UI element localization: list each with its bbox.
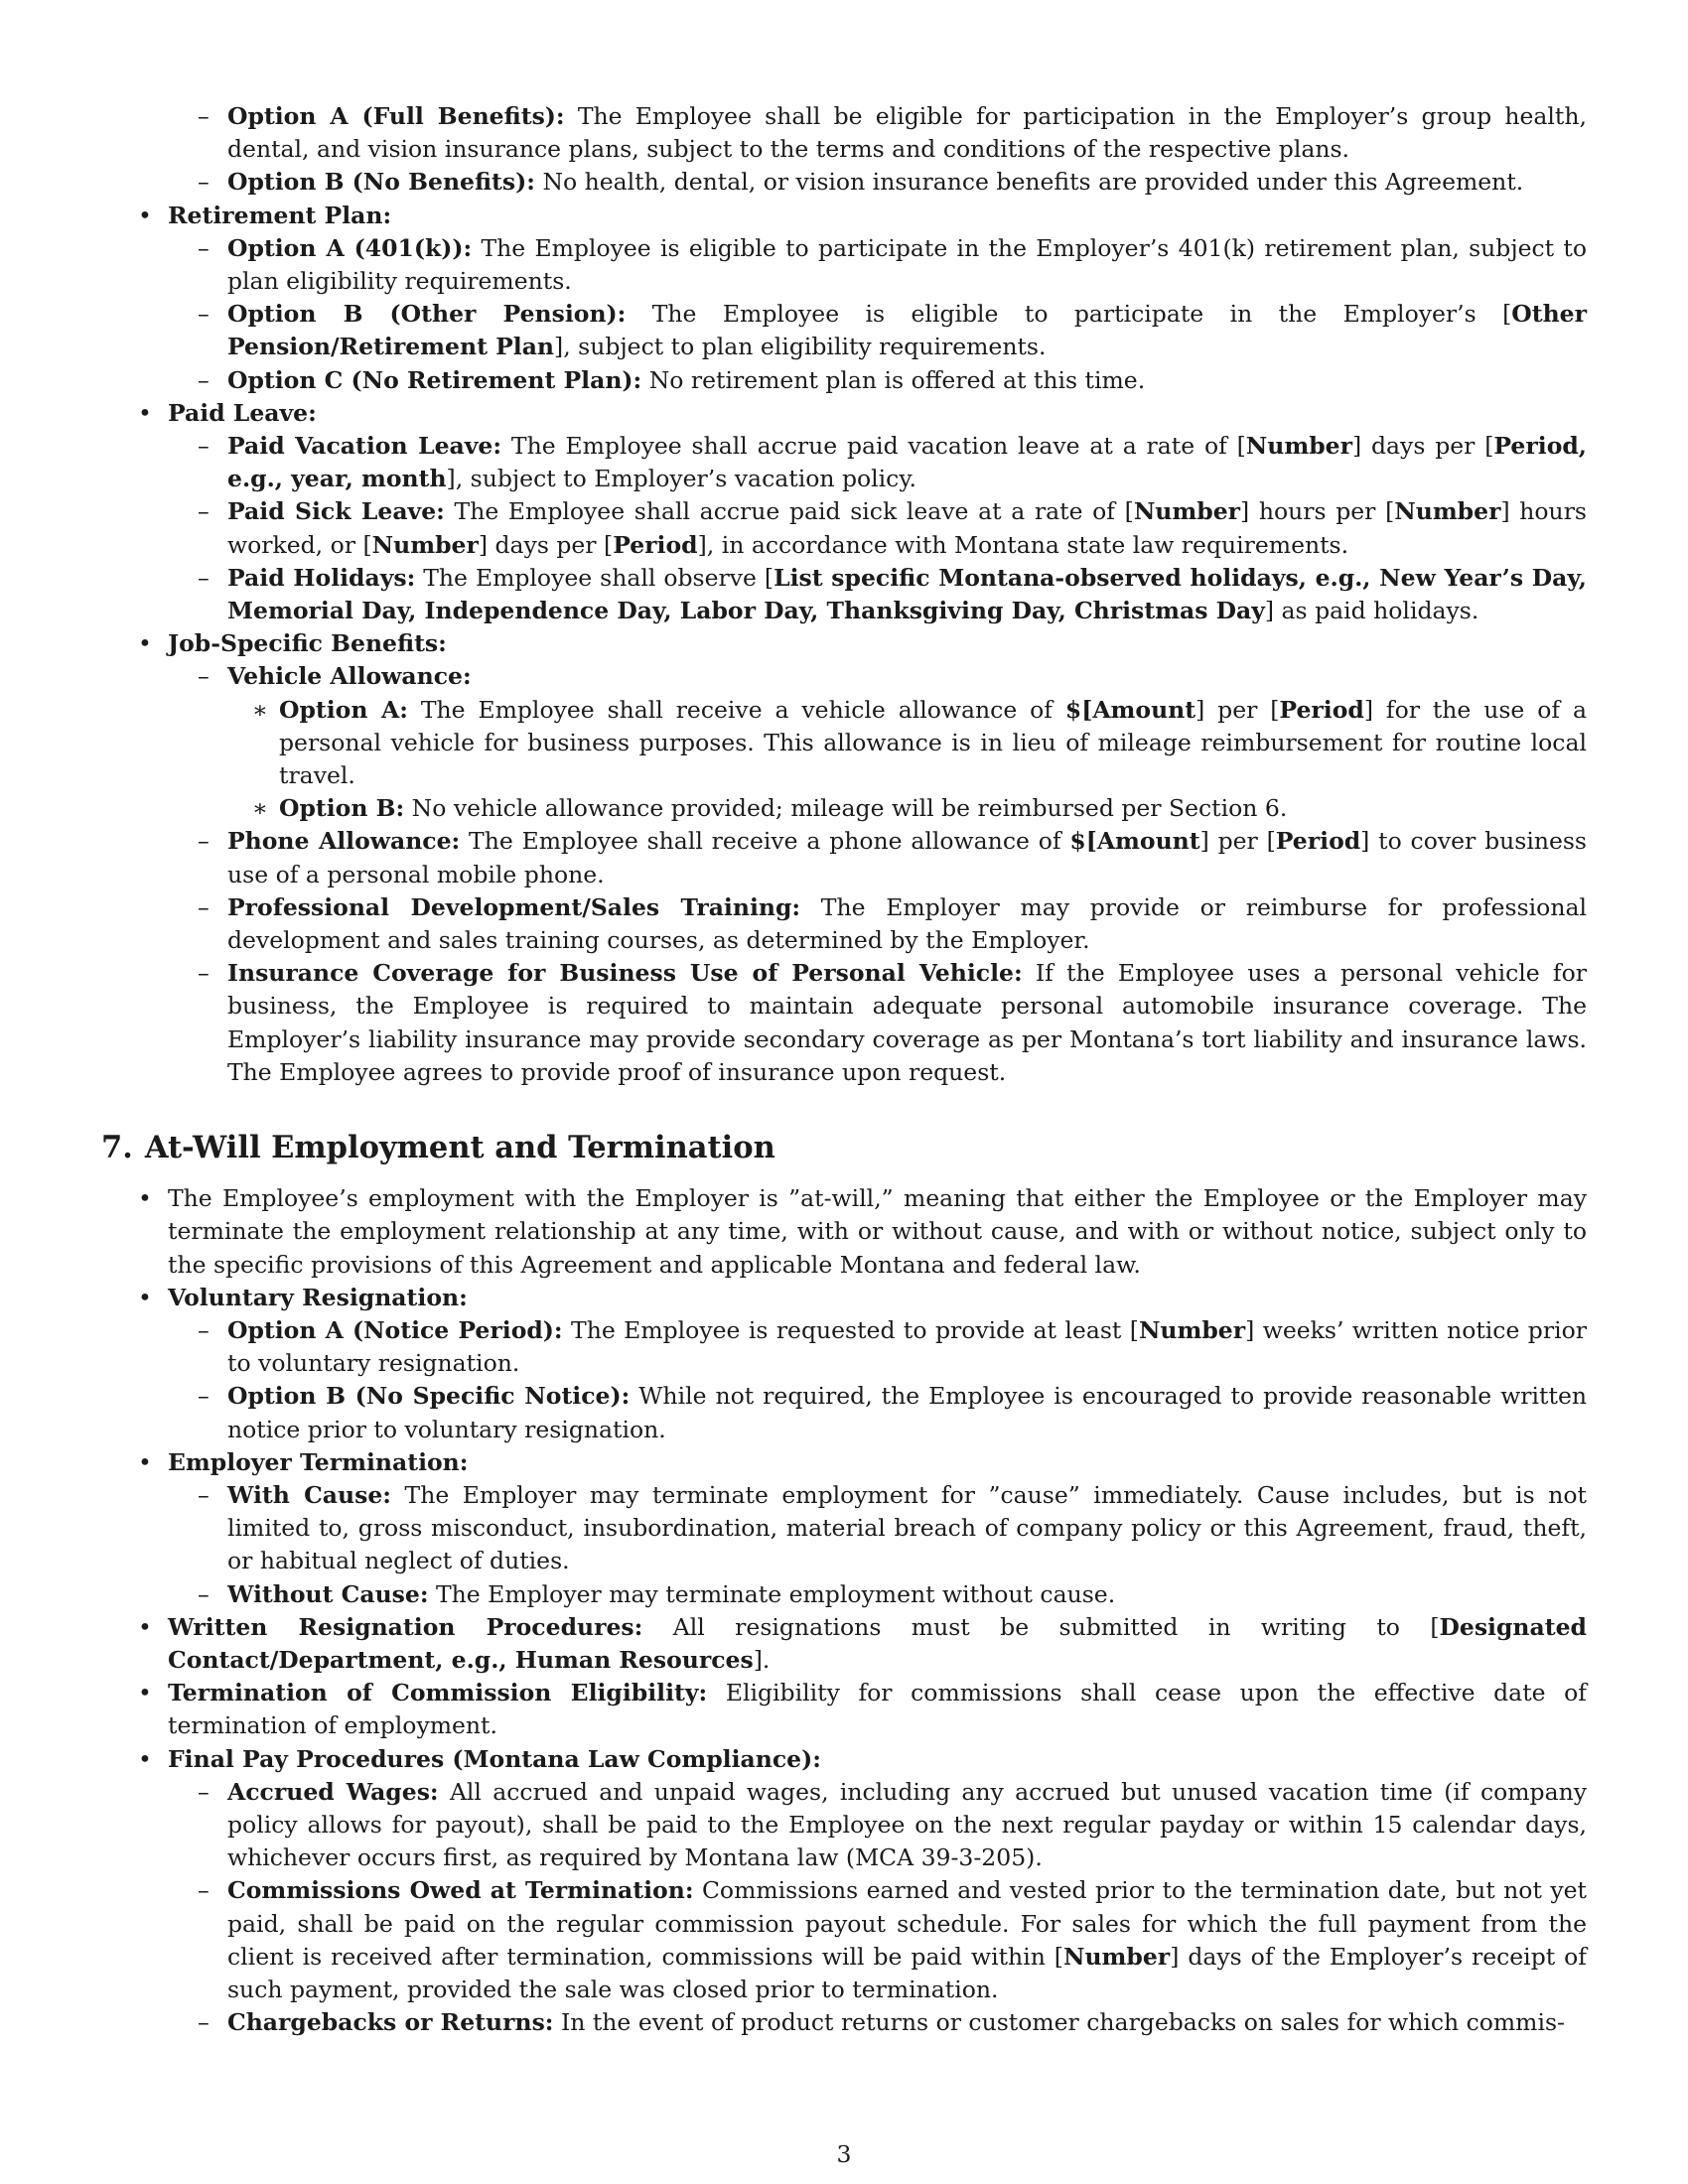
final-pay-options — [168, 1776, 1587, 2040]
list-item: • The Employee’s employment with the Employer is ”at-will,” meaning that either the Employee or the Employer may terminate the employment relationship at any time, with or without cause, and with or without notice, subject only to the specific provisions of this Agreement and applicable Montana and federal law. — [101, 1182, 1587, 1282]
list-item: – Paid Vacation Leave: The Employee shall accrue paid vacation leave at a rate of [Number] days per [Period, e.g., year, month], subject to Employer’s vacation policy. — [168, 430, 1587, 495]
list-item: – Commissions Owed at Termination: Commissions earned and vested prior to the termination date, but not yet paid, shall be paid on the regular commission payout schedule. For sales for which the full payment from the client is received after termination, commissions will be paid within [Number] days of the Employer’s receipt of such payment, provided the sale was closed prior to termination. — [168, 1874, 1587, 2006]
list-item: ∗ Option B: No vehicle allowance provided; mileage will be reimbursed per Section 6. — [227, 792, 1587, 825]
vehicle-allowance-item: – Vehicle Allowance: ∗ Option A: The Employee shall receive a vehicle allowance of $[Amount] per [Period] for the use of a personal vehicle for business purposes. This allowance is in lieu of mileage reimbursement for routine local travel. ∗ Option B: No vehicle allowance provided; mileage will be reimbursed per Section 6. — [168, 660, 1587, 825]
paid-leave-options — [168, 430, 1587, 627]
list-item: – Option B (No Specific Notice): While not required, the Employee is encouraged to provide reasonable written notice prior to voluntary resignation. — [168, 1380, 1587, 1445]
benefits-list — [101, 200, 1587, 1089]
list-item: – With Cause: The Employer may terminate employment for ”cause” immediately. Cause includes, but is not limited to, gross misconduct, insubordination, material breach of company policy or this Agreement, fraud, theft, or habitual neglect of duties. — [168, 1479, 1587, 1578]
list-item: – Option B (No Benefits): No health, dental, or vision insurance benefits are provided under this Agreement. — [101, 166, 1587, 199]
retirement-plan-item: • Retirement Plan: – Option A (401(k)): The Employee is eligible to participate in the Employer’s 401(k) retirement plan, subject to plan eligibility requirements. – Option B (Other Pension): The Employee is eligible to participate in the Employer’s [Other Pension/Retirement Plan], subject to plan eligibility requirements. – Option C (No Retirement Plan): No retirement plan is offered at this time. — [101, 200, 1587, 397]
employer-termination-item: • Employer Termination: – With Cause: The Employer may terminate employment for ”cause” immediately. Cause includes, but is not limited to, gross misconduct, insubordination, material breach of company policy or this Agreement, fraud, theft, or habitual neglect of duties. – Without Cause: The Employer may terminate employment without cause. — [101, 1446, 1587, 1611]
list-item: – Option B (Other Pension): The Employee is eligible to participate in the Employer’s [Other Pension/Retirement Plan], subject to plan eligibility requirements. — [168, 298, 1587, 363]
list-item: – Option C (No Retirement Plan): No retirement plan is offered at this time. — [168, 364, 1587, 397]
list-item: – Paid Holidays: The Employee shall observe [List specific Montana-observed holidays, e.g., New Year’s Day, Memorial Day, Independence Day, Labor Day, Thanksgiving Day, Christmas Day] as paid holidays. — [168, 562, 1587, 627]
list-item: – Professional Development/Sales Training: The Employer may provide or reimburse for professional development and sales training courses, as determined by the Employer. — [168, 891, 1587, 957]
list-item: • Written Resignation Procedures: All resignations must be submitted in writing to [Designated Contact/Department, e.g., Human Resources]. — [101, 1611, 1587, 1677]
list-item: – Option A (Full Benefits): The Employee shall be eligible for participation in the Employer’s group health, dental, and vision insurance plans, subject to the terms and conditions of the respective plans. — [101, 100, 1587, 166]
page-number: 3 — [836, 2140, 852, 2168]
list-item: ∗ Option A: The Employee shall receive a vehicle allowance of $[Amount] per [Period] for the use of a personal vehicle for business purposes. This allowance is in lieu of mileage reimbursement for routine local travel. — [227, 694, 1587, 793]
termination-list — [101, 1182, 1587, 2039]
job-benefit-options — [168, 660, 1587, 1089]
list-item: – Option A (401(k)): The Employee is eligible to participate in the Employer’s 401(k) retirement plan, subject to plan eligibility requirements. — [168, 232, 1587, 298]
section-heading: 7. At-Will Employment and Termination — [101, 1130, 775, 1166]
voluntary-options — [168, 1314, 1587, 1446]
list-item: – Chargebacks or Returns: In the event of product returns or customer chargebacks on sales for which commis- — [168, 2006, 1587, 2039]
employer-termination-options — [168, 1479, 1587, 1611]
list-item: – Insurance Coverage for Business Use of Personal Vehicle: If the Employee uses a personal vehicle for business, the Employee is required to maintain adequate personal automobile insurance coverage. The Employer’s liability insurance may provide secondary coverage as per Montana’s tort liability and insurance laws. The Employee agrees to provide proof of insurance upon request. — [168, 957, 1587, 1089]
paid-leave-item: • Paid Leave: – Paid Vacation Leave: The Employee shall accrue paid vacation leave at a rate of [Number] days per [Period, e.g., year, month], subject to Employer’s vacation policy. – Paid Sick Leave: The Employee shall accrue paid sick leave at a rate of [Number] hours per [Number] hours worked, or [Number] days per [Period], in accordance with Montana state law requirements. – Paid Holidays: The Employee shall observe [List specific Montana-observed holidays, e.g., New Year’s Day, Memorial Day, Independence Day, Labor Day, Thanksgiving Day, Christmas Day] as paid holidays. — [101, 397, 1587, 627]
job-specific-benefits-item: • Job-Specific Benefits: – Vehicle Allowance: ∗ Option A: The Employee shall receive a vehicle allowance of $[Amount] per [Period] for the use of a personal vehicle for business purposes. This allowance is in lieu of mileage reimbursement for routine local travel. ∗ Option B: No vehicle allowance provided; mileage will be reimbursed per Section 6. – Phone Allowance: The Employee shall receive a phone allowance of $[Amount] per [Period] to cover business use of a personal mobile phone. – Professional Development/Sales Training: The Employer may provide or reimburse for professional development and sales training courses, as determined by the Employer. – Insurance Coverage for Business Use of Personal Vehicle: If the Employee uses a personal vehicle for business, the Employee is required to maintain adequate personal automobile insurance coverage. The Employer’s liability insurance may provide secondary coverage as per Montana’s tort liability and insurance laws. The Employee agrees to provide proof of insurance upon request. — [101, 627, 1587, 1089]
continued-benefit-options — [101, 100, 1587, 200]
voluntary-resignation-item: • Voluntary Resignation: – Option A (Notice Period): The Employee is requested to provide at least [Number] weeks’ written notice prior to voluntary resignation. – Option B (No Specific Notice): While not required, the Employee is encouraged to provide reasonable written notice prior to voluntary resignation. — [101, 1282, 1587, 1446]
list-item: – Option A (Notice Period): The Employee is requested to provide at least [Number] weeks’ written notice prior to voluntary resignation. — [168, 1314, 1587, 1380]
list-item: – Phone Allowance: The Employee shall receive a phone allowance of $[Amount] per [Period] to cover business use of a personal mobile phone. — [168, 825, 1587, 890]
retirement-options — [168, 232, 1587, 397]
vehicle-options — [227, 694, 1587, 826]
final-pay-item: • Final Pay Procedures (Montana Law Compliance): – Accrued Wages: All accrued and unpaid wages, including any accrued but unused vacation time (if company policy allows for payout), shall be paid to the Employee on the next regular payday or within 15 calendar days, whichever occurs first, as required by Montana law (MCA 39-3-205). – Commissions Owed at Termination: Commissions earned and vested prior to the termination date, but not yet paid, shall be paid on the regular commission payout schedule. For sales for which the full payment from the client is received after termination, commissions will be paid within [Number] days of the Employer’s receipt of such payment, provided the sale was closed prior to termination. – Chargebacks or Returns: In the event of product returns or customer chargebacks on sales for which commis- — [101, 1743, 1587, 2040]
list-item: – Without Cause: The Employer may terminate employment without cause. — [168, 1578, 1587, 1611]
list-item: – Paid Sick Leave: The Employee shall accrue paid sick leave at a rate of [Number] hours per [Number] hours worked, or [Number] days per [Period], in accordance with Montana state law requirements. — [168, 495, 1587, 561]
list-item: – Accrued Wages: All accrued and unpaid wages, including any accrued but unused vacation time (if company policy allows for payout), shall be paid to the Employee on the next regular payday or within 15 calendar days, whichever occurs first, as required by Montana law (MCA 39-3-205). — [168, 1776, 1587, 1875]
list-item: • Termination of Commission Eligibility: Eligibility for commissions shall cease upon the effective date of termination of employment. — [101, 1677, 1587, 1742]
